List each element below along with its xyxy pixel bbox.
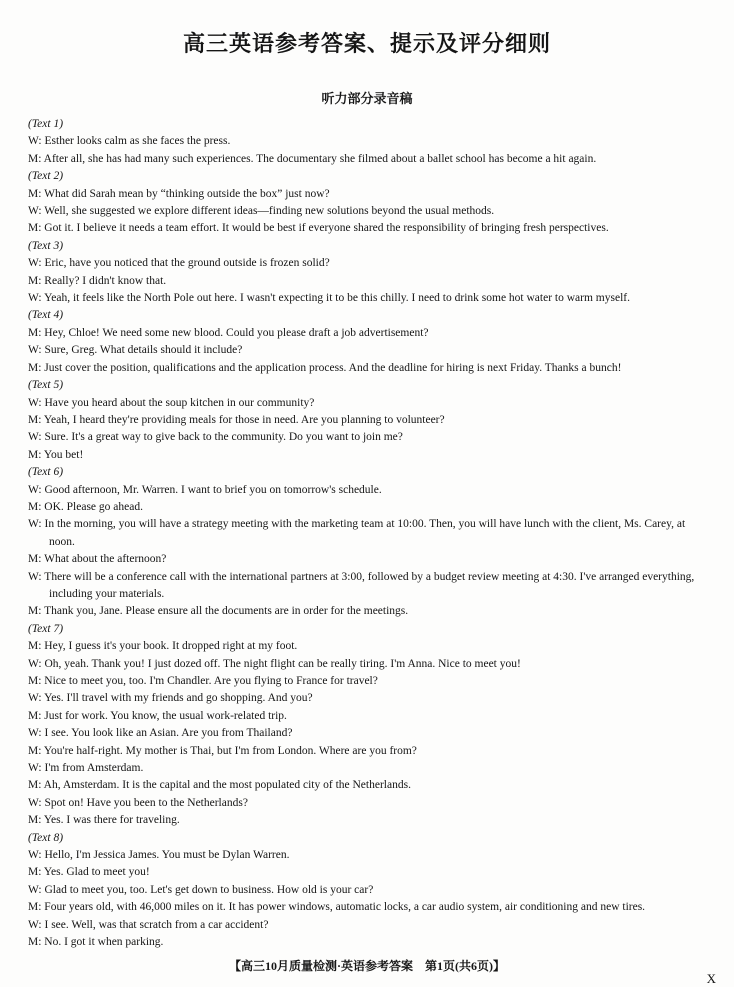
speaker-label: M: <box>28 936 45 949</box>
dialogue-line <box>28 917 706 934</box>
speaker-label: W: <box>28 431 45 444</box>
dialogue-line <box>28 795 706 812</box>
speaker-label: W: <box>28 849 45 862</box>
dialogue-line <box>28 482 706 499</box>
dialogue-text: Glad to meet you, too. Let's get down to business. How old is your car? <box>44 883 374 896</box>
speaker-label: M: <box>28 640 45 653</box>
dialogue-text: You're half-right. My mother is Thai, but I'm from London. Where are you from? <box>43 744 417 757</box>
speaker-label: M: <box>28 222 45 235</box>
dialogue-line <box>28 133 706 150</box>
dialogue-text: Eric, have you noticed that the ground outside is frozen solid? <box>44 257 330 270</box>
dialogue-line <box>28 760 706 777</box>
dialogue-text: I see. You look like an Asian. Are you from Thailand? <box>44 727 293 740</box>
dialogue-line <box>28 499 706 516</box>
dialogue-line <box>28 847 706 864</box>
dialogue-line <box>28 743 706 760</box>
dialogue-text: After all, she has had many such experiences. The documentary she filmed about a ballet school has become a hit again. <box>43 152 597 165</box>
dialogue-line <box>28 412 706 429</box>
dialogue-line <box>28 812 706 829</box>
speaker-label: M: <box>28 779 44 792</box>
dialogue-text: OK. Please go ahead. <box>44 500 143 513</box>
dialogue-line <box>28 325 706 342</box>
dialogue-text: Sure, Greg. What details should it include? <box>44 344 243 357</box>
dialogue-text: Good afternoon, Mr. Warren. I want to brief you on tomorrow's schedule. <box>44 483 382 496</box>
dialogue-line <box>28 447 706 464</box>
speaker-label: W: <box>28 396 45 409</box>
speaker-label: W: <box>28 883 45 896</box>
speaker-label: W: <box>28 692 45 705</box>
dialogue-line <box>28 151 706 168</box>
dialogue-line <box>28 690 706 707</box>
speaker-label: W: <box>28 205 45 218</box>
speaker-label: W: <box>28 292 45 305</box>
dialogue-text: Hello, I'm Jessica James. You must be Dylan Warren. <box>44 849 290 862</box>
speaker-label: W: <box>28 518 45 531</box>
dialogue-line <box>28 273 706 290</box>
dialogue-line <box>28 395 706 412</box>
dialogue-text: Esther looks calm as she faces the press. <box>44 135 231 148</box>
speaker-label: M: <box>28 361 45 374</box>
text-group-label: (Text 4) <box>28 309 64 322</box>
dialogue-text: Nice to meet you, too. I'm Chandler. Are you flying to France for travel? <box>44 675 378 687</box>
dialogue-line <box>28 429 706 446</box>
dialogue-line <box>28 934 706 951</box>
dialogue-line <box>28 673 706 690</box>
speaker-label: M: <box>28 605 45 618</box>
dialogue-line <box>28 777 706 794</box>
dialogue-line <box>28 899 706 916</box>
dialogue-line <box>28 186 706 203</box>
dialogue-text: Thank you, Jane. Please ensure all the documents are in order for the meetings. <box>44 605 409 618</box>
text-group-label: (Text 6) <box>28 466 64 479</box>
dialogue-text: Spot on! Have you been to the Netherlands? <box>44 796 248 809</box>
dialogue-text: Hey, I guess it's your book. It dropped right at my foot. <box>44 640 298 653</box>
dialogue-line <box>28 708 706 725</box>
dialogue-text: Oh, yeah. Thank you! I just dozed off. The night flight can be really tiring. I'm Anna. Nice to meet you! <box>44 657 521 670</box>
dialogue-text: Yeah, it feels like the North Pole out here. I wasn't expecting it to be this chilly. I need to drink some hot water to warm myself. <box>44 292 630 305</box>
text-group-label: (Text 7) <box>28 622 64 635</box>
dialogue-text: Ah, Amsterdam. It is the capital and the most populated city of the Netherlands. <box>43 779 411 792</box>
dialogue-text: Yes. Glad to meet you! <box>43 866 150 879</box>
dialogue-line <box>28 656 706 673</box>
dialogue-line <box>28 342 706 359</box>
speaker-label: M: <box>28 413 44 426</box>
dialogue-line <box>28 220 706 237</box>
dialogue-line <box>28 551 706 568</box>
dialogue-line <box>28 255 706 272</box>
page-footer <box>0 957 734 974</box>
speaker-label: M: <box>28 274 45 287</box>
dialogue-text: Just for work. You know, the usual work-related trip. <box>44 709 287 722</box>
text-group-label: (Text 2) <box>28 170 64 183</box>
dialogue-text: There will be a conference call with the international partners at 3:00, followed by a budget review meeting at 4:30. I've arranged everything, including your materials. <box>44 570 695 600</box>
dialogue-line <box>28 516 706 551</box>
speaker-label: W: <box>28 257 45 270</box>
speaker-label: W: <box>28 570 45 583</box>
dialogue-text: Just cover the position, qualifications and the application process. And the deadline for hiring is next Friday. Thanks a bunch! <box>44 361 622 374</box>
dialogue-text: Yes. I was there for traveling. <box>43 814 180 827</box>
page-title: 高三英语参考答案、提示及评分细则 <box>182 31 551 56</box>
dialogue-line <box>28 882 706 899</box>
dialogue-text: Really? I didn't know that. <box>44 274 167 287</box>
speaker-label: M: <box>28 901 45 914</box>
text-group-label: (Text 3) <box>28 239 64 252</box>
speaker-label: W: <box>28 657 45 670</box>
dialogue-line <box>28 203 706 220</box>
speaker-label: W: <box>28 918 45 931</box>
dialogue-text: Hey, Chloe! We need some new blood. Could you please draft a job advertisement? <box>44 326 429 339</box>
speaker-label: M: <box>28 814 44 827</box>
speaker-label: W: <box>28 762 45 775</box>
speaker-label: M: <box>28 744 44 757</box>
dialogue-line <box>28 360 706 377</box>
transcript-body <box>0 116 734 952</box>
speaker-label: M: <box>28 326 45 339</box>
text-group-label: (Text 8) <box>28 831 64 844</box>
dialogue-text: Four years old, with 46,000 miles on it. It has power windows, automatic locks, a car audio system, air conditioning and new tires. <box>44 901 646 914</box>
dialogue-text: In the morning, you will have a strategy meeting with the marketing team at 10:00. Then, you will have lunch with the client, Ms. Carey, at noon. <box>44 518 686 548</box>
dialogue-line <box>28 864 706 881</box>
speaker-label: M: <box>28 187 45 200</box>
section-heading: 听力部分录音稿 <box>321 91 413 106</box>
speaker-label: M: <box>28 866 44 879</box>
dialogue-text: What did Sarah mean by “thinking outside the box” just now? <box>44 187 330 200</box>
speaker-label: W: <box>28 344 45 357</box>
dialogue-line <box>28 290 706 307</box>
speaker-label: W: <box>28 796 45 809</box>
dialogue-text: You bet! <box>43 448 84 461</box>
dialogue-line <box>28 603 706 620</box>
dialogue-line <box>28 569 706 604</box>
speaker-label: W: <box>28 727 45 740</box>
dialogue-line <box>28 725 706 742</box>
speaker-label: M: <box>28 709 45 722</box>
dialogue-text: Sure. It's a great way to give back to the community. Do you want to join me? <box>44 431 403 444</box>
dialogue-text: What about the afternoon? <box>44 553 167 566</box>
speaker-label: M: <box>28 553 45 566</box>
speaker-label: M: <box>28 500 45 513</box>
speaker-label: M: <box>28 448 44 461</box>
speaker-label: M: <box>28 675 45 687</box>
footer-version-mark: X <box>706 971 716 986</box>
speaker-label: W: <box>28 135 45 148</box>
text-group-label: (Text 5) <box>28 379 64 392</box>
text-group-label: (Text 1) <box>28 118 64 130</box>
dialogue-text: No. I got it when parking. <box>44 936 164 949</box>
speaker-label: M: <box>28 152 44 165</box>
dialogue-text: Have you heard about the soup kitchen in our community? <box>44 396 315 409</box>
dialogue-text: Well, she suggested we explore different ideas—finding new solutions beyond the usual methods. <box>44 205 495 218</box>
dialogue-text: I'm from Amsterdam. <box>44 762 144 775</box>
dialogue-line <box>28 638 706 655</box>
dialogue-text: Yeah, I heard they're providing meals for those in need. Are you planning to volunteer? <box>43 413 445 426</box>
footer-page-info: 【高三10月质量检测·英语参考答案 第1页(共6页)】 <box>229 959 505 973</box>
dialogue-text: I see. Well, was that scratch from a car accident? <box>44 918 269 931</box>
speaker-label: W: <box>28 483 45 496</box>
dialogue-text: Yes. I'll travel with my friends and go shopping. And you? <box>44 692 313 705</box>
dialogue-text: Got it. I believe it needs a team effort. It would be best if everyone shared the responsibility of bringing fresh perspectives. <box>44 222 609 235</box>
